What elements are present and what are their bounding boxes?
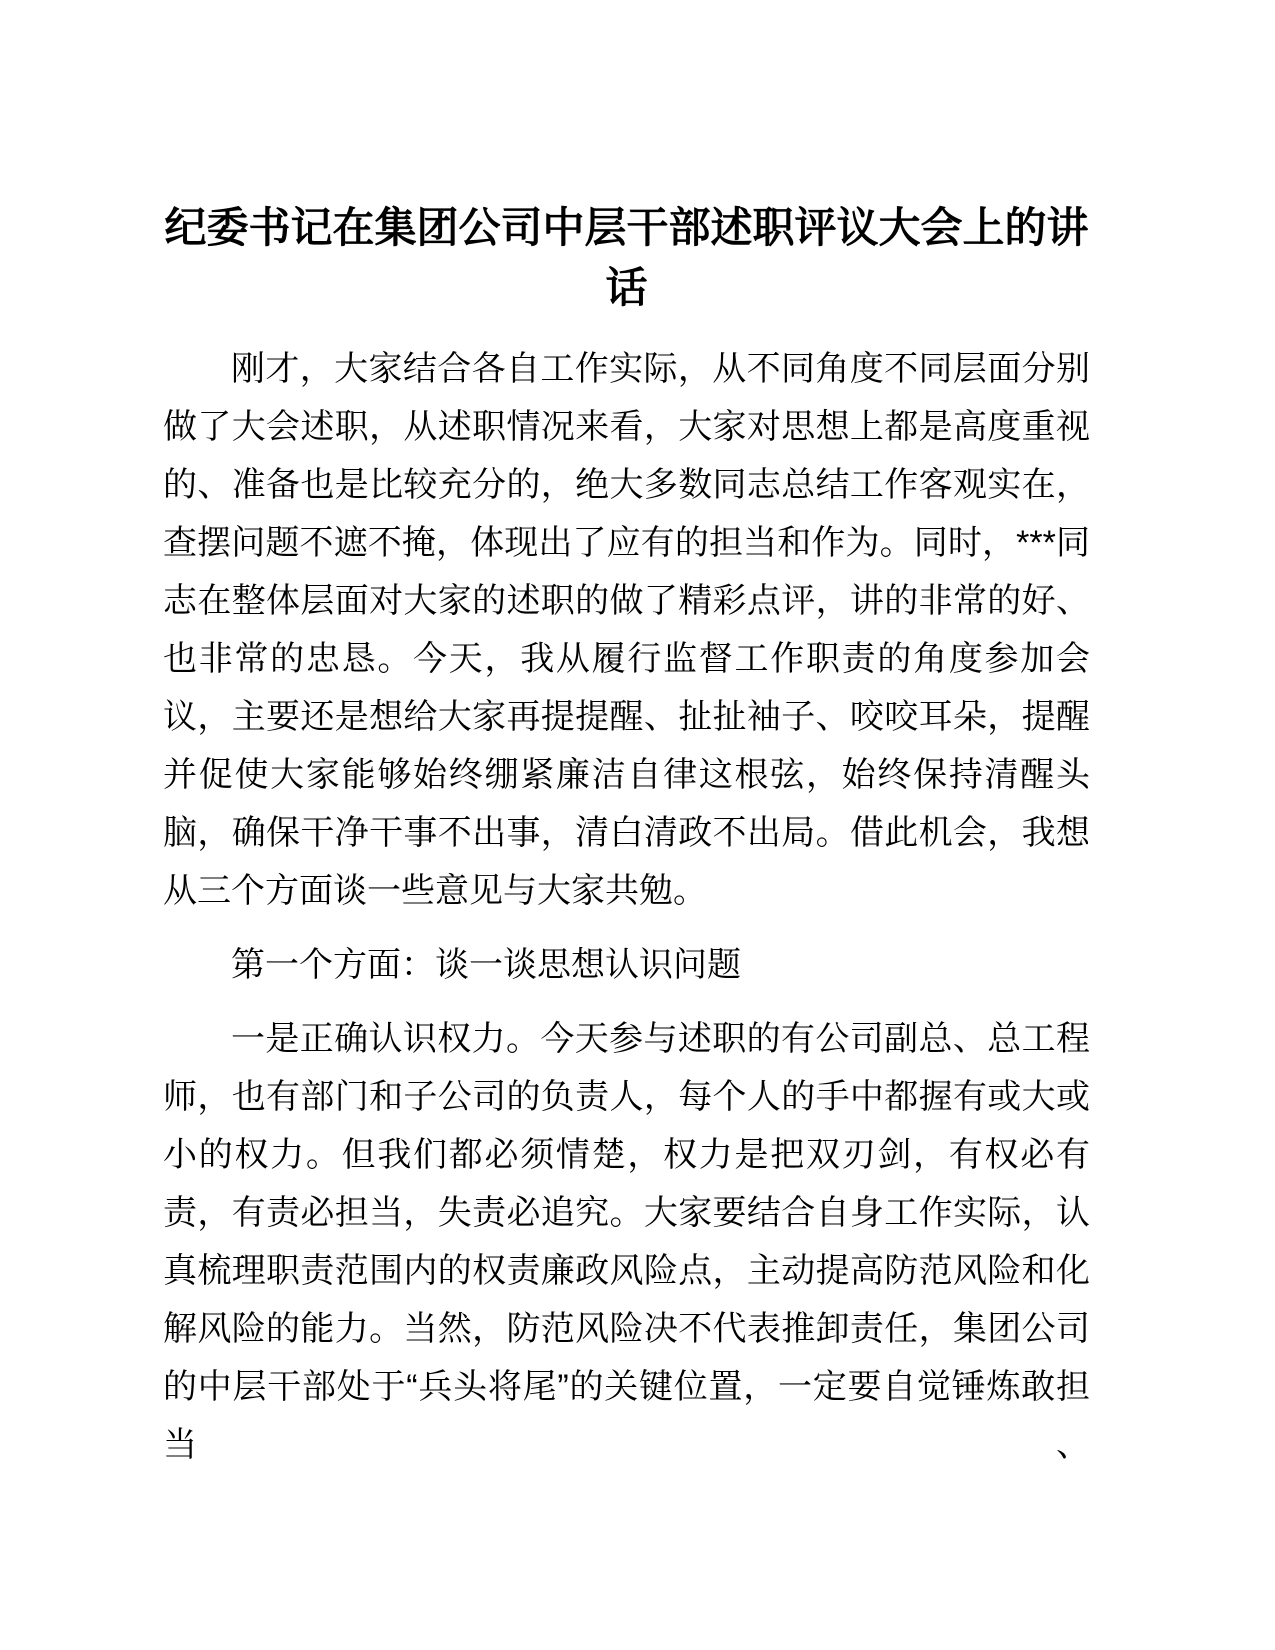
document-title: 纪委书记在集团公司中层干部述职评议大会上的讲话 (164, 204, 1089, 311)
paragraph-opening-remarks: 刚才，大家结合各自工作实际，从不同角度不同层面分别做了大会述职，从述职情况来看，大家对思想上都是高度重视的、准备也是比较充分的，绝大多数同志总结工作客观实在，查摆问题不遮不掩，体现出了应有的担当和作为。同时，***同志在整体层面对大家的述职的做了精彩点评，讲的非常的好、也非常的忠恳。今天，我从履行监督工作职责的角度参加会议，主要还是想给大家再提提醒、扯扯袖子、咬咬耳朵，提醒并促使大家能够始终绷紧廉洁自律这根弦，始终保持清醒头脑，确保干净干事不出事，清白清政不出局。借此机会，我想从三个方面谈一些意见与大家共勉。 (163, 350, 1090, 910)
page-content (163, 0, 1090, 1474)
paragraph-point-one-power: 一是正确认识权力。今天参与述职的有公司副总、总工程师，也有部门和子公司的负责人，每个人的手中都握有或大或小的权力。但我们都必须情楚，权力是把双刃剑，有权必有责，有责必担当，失责必追究。大家要结合自身工作实际，认真梳理职责范围内的权责廉政风险点，主动提高防范风险和化解风险的能力。当然，防范风险决不代表推卸责任，集团公司的中层干部处于“兵头将尾”的关键位置，一定要自觉锤炼敢担当、 (163, 1020, 1090, 1464)
paragraph-section-heading-one: 第一个方面：谈一谈思想认识问题 (231, 946, 741, 984)
document-body (163, 340, 1090, 1474)
